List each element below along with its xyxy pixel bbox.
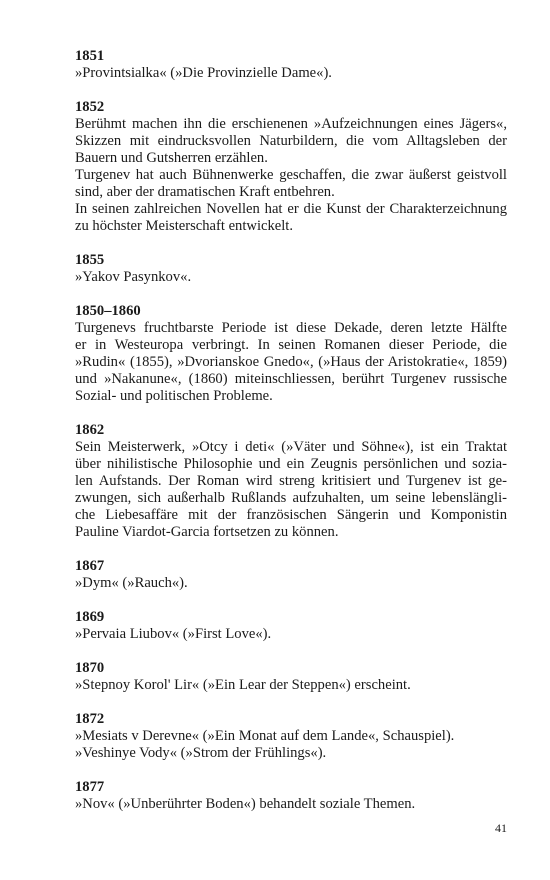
page-body xyxy=(75,48,507,830)
entry-line: »Stepnoy Korol' Lir« (»Ein Lear der Steppen«) erscheint. xyxy=(75,677,411,693)
page-number: 41 xyxy=(495,821,507,835)
entry-line: »Dym« (»Rauch«). xyxy=(75,575,188,591)
entry-year: 1867 xyxy=(75,558,105,574)
entry-line: In seinen zahlreichen Novellen hat er die Kunst der Charakterzeichnung xyxy=(75,201,507,217)
timeline-entry-1869 xyxy=(75,609,507,643)
entry-line: Sozial- und politischen Probleme. xyxy=(75,388,273,404)
entry-line: Sein Meisterwerk, »Otcy i deti« (»Väter und Söhne«), ist ein Traktat xyxy=(75,439,507,455)
timeline-entry-1850-1860 xyxy=(75,303,507,405)
entry-year: 1851 xyxy=(75,48,105,64)
entry-line: »Rudin« (1855), »Dvorianskoe Gnedo«, (»Haus der Aristokratie«, 1859) xyxy=(75,354,507,370)
entry-year: 1850–1860 xyxy=(75,303,141,319)
entry-line: Skizzen mit eindrucksvollen Naturbildern, die vom Alltagsleben der xyxy=(75,133,507,149)
timeline-entry-1870 xyxy=(75,660,507,694)
entry-line: »Veshinye Vody« (»Strom der Frühlings«). xyxy=(75,745,327,761)
entry-line: Bauern und Gutsherren erzählen. xyxy=(75,150,268,166)
entry-line: Turgenevs fruchtbarste Periode ist diese Dekade, deren letzte Hälfte xyxy=(75,320,507,336)
timeline-entry-1862 xyxy=(75,422,507,541)
entry-line: er in Westeuropa verbringt. In seinen Romanen dieser Periode, die xyxy=(75,337,507,353)
entry-line: len Aufstands. Der Roman wird streng kritisiert und Turgenev ist ge- xyxy=(75,473,507,489)
entry-year: 1869 xyxy=(75,609,105,625)
entry-line: »Mesiats v Derevne« (»Ein Monat auf dem Lande«, Schauspiel). xyxy=(75,728,455,744)
timeline-entry-1867 xyxy=(75,558,507,592)
entry-year: 1870 xyxy=(75,660,105,676)
entry-line: »Pervaia Liubov« (»First Love«). xyxy=(75,626,272,642)
entry-year: 1862 xyxy=(75,422,105,438)
entry-line: »Nov« (»Unberührter Boden«) behandelt soziale Themen. xyxy=(75,796,416,812)
entry-line: »Yakov Pasynkov«. xyxy=(75,269,192,285)
timeline-entry-1852 xyxy=(75,99,507,235)
entry-line: zwungen, sich außerhalb Rußlands aufzuhalten, um seine lebenslängli- xyxy=(75,490,507,506)
entry-line: zu höchster Meisterschaft entwickelt. xyxy=(75,218,294,234)
entry-line: über nihilistische Philosophie und ein Zeugnis persönlichen und sozia- xyxy=(75,456,507,472)
entry-line: Turgenev hat auch Bühnenwerke geschaffen, die zwar äußerst geistvoll xyxy=(75,167,507,183)
entry-line: »Provintsialka« (»Die Provinzielle Dame«). xyxy=(75,65,332,81)
entry-line: Pauline Viardot-Garcia fortsetzen zu können. xyxy=(75,524,339,540)
entry-line: Berühmt machen ihn die erschienenen »Aufzeichnungen eines Jägers«, xyxy=(75,116,507,132)
timeline-entry-1872 xyxy=(75,711,507,762)
entry-line: che Liebesaffäre mit der französischen Sängerin und Komponistin xyxy=(75,507,507,523)
entry-line: sind, aber der dramatischen Kraft entbehren. xyxy=(75,184,335,200)
entry-year: 1877 xyxy=(75,779,105,795)
timeline-entry-1855 xyxy=(75,252,507,286)
timeline-entry-1851 xyxy=(75,48,507,82)
entry-year: 1855 xyxy=(75,252,105,268)
entry-line: und »Nakanune«, (1860) miteinschliessen, berührt Turgenev russische xyxy=(75,371,507,387)
entry-year: 1852 xyxy=(75,99,105,115)
timeline-entry-1877 xyxy=(75,779,507,813)
entry-year: 1872 xyxy=(75,711,105,727)
